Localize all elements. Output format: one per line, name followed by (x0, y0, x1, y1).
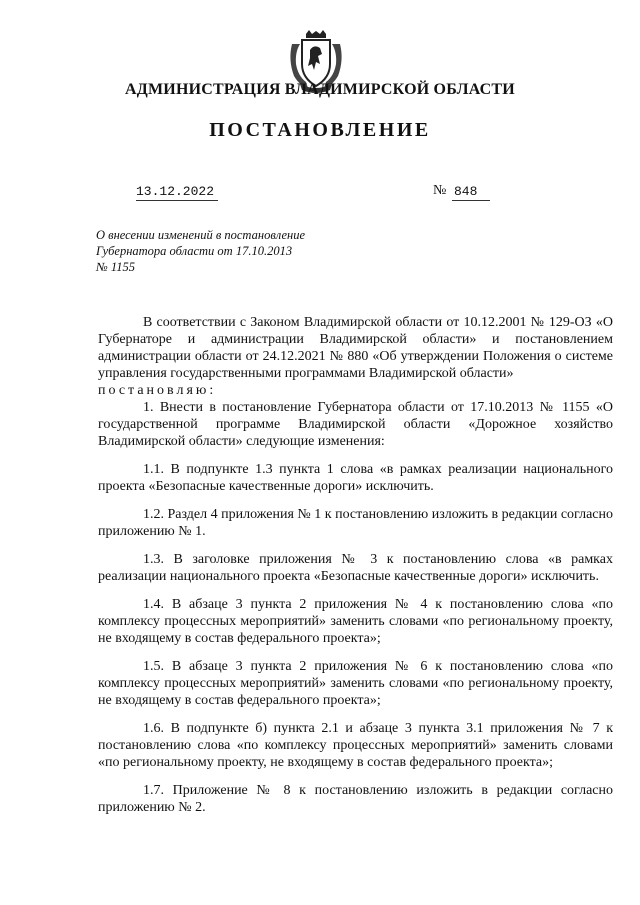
subject-line: О внесении изменений в постановление (96, 228, 306, 242)
body-paragraph: 1.1. В подпункте 1.3 пункта 1 слова «в рамках реализации национального проекта «Безопасные качественные дороги» исключить. (98, 462, 613, 494)
subject-line: Губернатора области от 17.10.2013 (96, 244, 293, 258)
document-body (98, 314, 613, 816)
document-subject (96, 227, 336, 275)
decision-word: постановляю: (98, 383, 217, 398)
preamble-paragraph: В соответствии с Законом Владимирской области от 10.12.2001 № 129-ОЗ «О Губернаторе и администрации Владимирской области» и постановлением администрации области от 24.12.2021 № 880 «Об утверждении Положения о системе управления государственными программами Владимирской области» (98, 315, 613, 381)
number-sign: № (433, 183, 447, 198)
document-date: 13.12.2022 (136, 184, 218, 201)
body-paragraph: 1.2. Раздел 4 приложения № 1 к постановлению изложить в редакции согласно приложению № 1. (98, 507, 613, 539)
body-paragraph: 1. Внести в постановление Губернатора области от 17.10.2013 № 1155 «О государственной программе Владимирской области «Дорожное хозяйство Владимирской области» следующие изменения: (98, 400, 613, 449)
body-paragraph: 1.6. В подпункте б) пункта 2.1 и абзаце 3 пункта 3.1 приложения № 7 к постановлению слова «по комплексу процессных мероприятий» заменить словами «по региональному проекту, не входящему в состав федерального проекта»; (98, 721, 613, 770)
document-number: 848 (452, 184, 490, 201)
body-paragraph: 1.5. В абзаце 3 пункта 2 приложения № 6 к постановлению слова «по комплексу процессных мероприятий» заменить словами «по региональному проекту, не входящему в состав федерального проекта»; (98, 659, 613, 708)
subject-line: № 1155 (96, 260, 135, 274)
document-type-title: ПОСТАНОВЛЕНИЕ (209, 119, 431, 141)
body-paragraph: 1.4. В абзаце 3 пункта 2 приложения № 4 к постановлению слова «по комплексу процессных мероприятий» заменить словами «по региональному проекту, не входящему в состав федерального проекта»; (98, 597, 613, 646)
organization-name: АДМИНИСТРАЦИЯ ВЛАДИМИРСКОЙ ОБЛАСТИ (125, 81, 515, 98)
body-paragraph: 1.3. В заголовке приложения № 3 к постановлению слова «в рамках реализации национального проекта «Безопасные качественные дороги» исключить. (98, 552, 613, 584)
body-paragraph: 1.7. Приложение № 8 к постановлению изложить в редакции согласно приложению № 2. (98, 783, 613, 815)
